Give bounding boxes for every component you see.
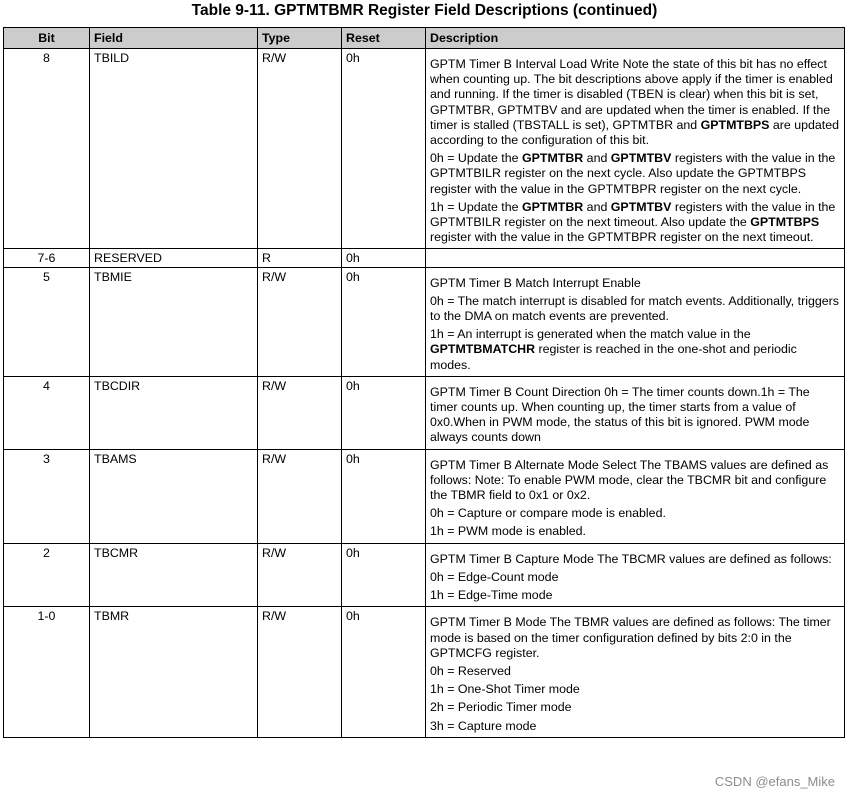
- description-text: register is reached in the one-shot and periodic modes.: [430, 342, 797, 372]
- description-text: GPTM Timer B Count Direction 0h = The timer counts down.1h = The timer counts up. When counting up, the timer starts from a value of 0x0.When in PWM mode, the status of this bit is ignored. PWM mode always counts down: [430, 384, 810, 445]
- description-text: 0h = Capture or compare mode is enabled.: [430, 506, 666, 521]
- field-cell: TBMIE: [90, 267, 258, 376]
- description-text: registers with the value in the GPTMTBILR register on the next cycle. Also update the GPTMTBPS register with the value in the GPTMTBPR register on the next cycle.: [430, 151, 836, 196]
- table-row: [4, 607, 845, 737]
- description-cell: [426, 249, 845, 267]
- field-cell: TBCMR: [90, 543, 258, 607]
- description-text: GPTM Timer B Capture Mode The TBCMR values are defined as follows:: [430, 551, 832, 566]
- description-text: GPTM Timer B Match Interrupt Enable: [430, 275, 641, 290]
- description-text: 0h = Update the: [430, 151, 522, 166]
- register-field-table: [3, 27, 845, 738]
- field-cell: TBMR: [90, 607, 258, 737]
- description-paragraph: [430, 506, 840, 521]
- register-name-bold: GPTMTBR: [521, 199, 584, 214]
- description-paragraph: [430, 700, 840, 715]
- description-text: GPTM Timer B Interval Load Write Note the state of this bit has no effect when counting up. The bit descriptions above apply if the timer is enabled and running. If the timer is disabled (TBEN is clear) when this bit is set, GPTMTBR, GPTMTBV and are updated when the timer is enabled. If the timer is stalled (TBSTALL is set), GPTMTBR and: [430, 57, 833, 132]
- description-text: GPTM Timer B Alternate Mode Select The TBAMS values are defined as follows: Note: To enable PWM mode, clear the TBCMR bit and configure the TBMR field to 0x1 or 0x2.: [430, 457, 829, 503]
- description-text: registers with the value in the GPTMTBILR register on the next timeout. Also update the: [430, 199, 836, 230]
- description-paragraph: [430, 615, 840, 661]
- register-name-bold: GPTMTBR: [521, 151, 584, 166]
- table-row: [4, 49, 845, 249]
- description-paragraph: [430, 276, 840, 291]
- type-cell: R/W: [258, 543, 342, 607]
- table-row: [4, 449, 845, 543]
- description-paragraph: [430, 327, 840, 373]
- description-paragraph: [430, 151, 840, 197]
- description-text: GPTM Timer B Mode The TBMR values are defined as follows: The timer mode is based on the timer configuration defined by bits 2:0 in the GPTMCFG register.: [430, 615, 831, 660]
- type-cell: R/W: [258, 449, 342, 543]
- description-text: 0h = The match interrupt is disabled for match events. Additionally, triggers to the DMA on match events are prevented.: [430, 293, 839, 324]
- field-cell: TBCDIR: [90, 376, 258, 449]
- description-text: 1h = One-Shot Timer mode: [430, 682, 580, 697]
- bit-cell: 2: [4, 543, 90, 607]
- type-cell: R: [258, 249, 342, 267]
- type-cell: R/W: [258, 49, 342, 249]
- description-text: 1h = An interrupt is generated when the match value in the: [430, 327, 751, 342]
- header-type: Type: [258, 28, 342, 49]
- description-text: 1h = PWM mode is enabled.: [430, 524, 586, 539]
- description-text: and: [583, 151, 611, 166]
- reset-cell: 0h: [342, 267, 426, 376]
- reset-cell: 0h: [342, 543, 426, 607]
- table-row: [4, 249, 845, 267]
- description-paragraph: [430, 294, 840, 324]
- bit-cell: 8: [4, 49, 90, 249]
- bit-cell: 7-6: [4, 249, 90, 267]
- description-cell: [426, 607, 845, 737]
- description-paragraph: [430, 719, 840, 734]
- description-text: are updated according to the configuration of this bit.: [430, 117, 840, 148]
- header-reset: Reset: [342, 28, 426, 49]
- register-name-bold: GPTMTBV: [610, 151, 672, 166]
- description-cell: [426, 267, 845, 376]
- type-cell: R/W: [258, 607, 342, 737]
- field-cell: RESERVED: [90, 249, 258, 267]
- description-paragraph: [430, 200, 840, 246]
- bit-cell: 3: [4, 449, 90, 543]
- reset-cell: 0h: [342, 607, 426, 737]
- field-cell: TBAMS: [90, 449, 258, 543]
- description-cell: [426, 449, 845, 543]
- bit-cell: 1-0: [4, 607, 90, 737]
- reset-cell: 0h: [342, 449, 426, 543]
- description-paragraph: [430, 570, 840, 585]
- description-text: 0h = Edge-Count mode: [430, 569, 559, 584]
- type-cell: R/W: [258, 267, 342, 376]
- description-paragraph: [430, 57, 840, 148]
- table-body: [4, 49, 845, 738]
- description-paragraph: [430, 588, 840, 603]
- description-text: 1h = Update the: [430, 199, 522, 214]
- description-paragraph: [430, 458, 840, 504]
- register-name-bold: GPTMTBMATCHR: [430, 342, 536, 357]
- table-row: [4, 267, 845, 376]
- bit-cell: 5: [4, 267, 90, 376]
- header-field: Field: [90, 28, 258, 49]
- reset-cell: 0h: [342, 249, 426, 267]
- field-cell: TBILD: [90, 49, 258, 249]
- reset-cell: 0h: [342, 376, 426, 449]
- description-text: 0h = Reserved: [430, 663, 511, 678]
- header-bit: Bit: [4, 28, 90, 49]
- register-name-bold: GPTMTBPS: [700, 117, 770, 132]
- description-text: 2h = Periodic Timer mode: [430, 700, 572, 715]
- header-description: Description: [426, 28, 845, 49]
- description-text: and: [583, 199, 611, 214]
- register-name-bold: GPTMTBV: [610, 199, 672, 214]
- reset-cell: 0h: [342, 49, 426, 249]
- description-cell: [426, 376, 845, 449]
- description-cell: [426, 543, 845, 607]
- description-paragraph: [430, 524, 840, 539]
- table-row: [4, 376, 845, 449]
- description-text: 3h = Capture mode: [430, 718, 537, 733]
- watermark-text: CSDN @efans_Mike: [714, 774, 835, 789]
- table-row: [4, 543, 845, 607]
- description-cell: [426, 49, 845, 249]
- header-row: [4, 28, 845, 49]
- description-paragraph: [430, 664, 840, 679]
- register-name-bold: GPTMTBPS: [750, 215, 820, 230]
- description-text: 1h = Edge-Time mode: [430, 588, 553, 603]
- type-cell: R/W: [258, 376, 342, 449]
- description-paragraph: [430, 385, 840, 446]
- description-paragraph: [430, 682, 840, 697]
- bit-cell: 4: [4, 376, 90, 449]
- description-text: register with the value in the GPTMTBPR register on the next timeout.: [430, 230, 814, 245]
- table-title: Table 9-11. GPTMTBMR Register Field Descriptions (continued): [191, 2, 658, 19]
- description-paragraph: [430, 552, 840, 567]
